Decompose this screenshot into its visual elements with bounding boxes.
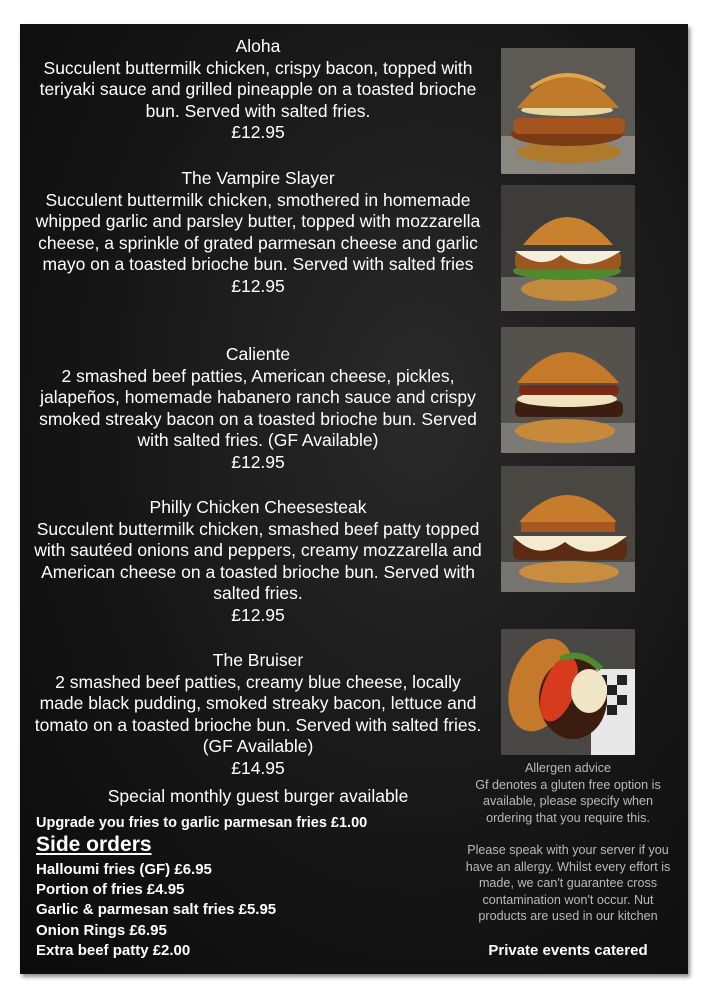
allergy-note: Please speak with your server if you have an allergy. Whilst every effort is made, we can't guarantee cross contamination won't occur. Nut products are used in our kitchen	[465, 843, 671, 923]
menu-sheet	[20, 24, 688, 974]
burger-photo-vampire-slayer	[501, 185, 635, 311]
item-name: Caliente	[225, 344, 291, 364]
item-name: The Bruiser	[212, 650, 304, 670]
burger-photo-caliente	[501, 327, 635, 453]
item-price: £14.95	[231, 757, 285, 778]
menu-item-philly-chicken-cheesesteak	[34, 497, 482, 626]
menu-item-caliente	[34, 344, 482, 473]
special-guest-burger: Special monthly guest burger available	[107, 786, 409, 806]
item-name: Philly Chicken Cheesesteak	[149, 497, 367, 517]
fries-upgrade-note: Upgrade you fries to garlic parmesan fries £1.00	[36, 815, 368, 831]
side-orders-list	[36, 860, 276, 961]
allergen-advice	[460, 760, 676, 925]
burger-photo-philly-chicken-cheesesteak	[501, 466, 635, 592]
menu-item-vampire-slayer	[34, 168, 482, 297]
item-price: £12.95	[231, 275, 285, 296]
burger-photo-bruiser	[501, 629, 635, 755]
menu-item-bruiser	[34, 650, 482, 779]
side-order-item: Extra beef patty £2.00	[36, 941, 191, 959]
menu-item-aloha	[34, 36, 482, 144]
side-orders-title: Side orders	[36, 833, 152, 856]
item-description: 2 smashed beef patties, American cheese, pickles, jalapeños, homemade habanero ranch sauce and crispy smoked streaky bacon on a toasted brioche bun. Served with salted fries. (GF Available)	[39, 365, 477, 450]
item-description: Succulent buttermilk chicken, smashed beef patty topped with sautéed onions and peppers, creamy mozzarella and American cheese on a toasted brioche bun. Served with salted fries.	[34, 518, 482, 603]
item-price: £12.95	[231, 451, 285, 472]
item-description: Succulent buttermilk chicken, crispy bacon, topped with teriyaki sauce and grilled pineapple on a toasted brioche bun. Served with salted fries.	[39, 57, 477, 121]
allergen-title: Allergen advice	[524, 761, 612, 775]
side-order-item: Portion of fries £4.95	[36, 881, 185, 899]
burger-photo-aloha	[501, 48, 635, 174]
item-price: £12.95	[231, 604, 285, 625]
side-order-item: Halloumi fries (GF) £6.95	[36, 861, 212, 878]
item-name: Aloha	[235, 36, 281, 56]
item-price: £12.95	[231, 122, 285, 142]
gluten-free-note: Gf denotes a gluten free option is available, please specify when ordering that you require this.	[475, 777, 661, 825]
side-order-item: Garlic & parmesan salt fries £5.95	[36, 901, 277, 919]
private-events-note: Private events catered	[488, 942, 648, 959]
item-name: The Vampire Slayer	[181, 168, 335, 188]
item-description: 2 smashed beef patties, creamy blue cheese, locally made black pudding, smoked streaky bacon, lettuce and tomato on a toasted brioche bun. Served with salted fries. (GF Available)	[34, 671, 482, 756]
side-order-item: Onion Rings £6.95	[36, 921, 167, 939]
item-description: Succulent buttermilk chicken, smothered in homemade whipped garlic and parsley butter, topped with mozzarella cheese, a sprinkle of grated parmesan cheese and garlic mayo on a toasted brioche bun. Served with salted fries	[35, 189, 481, 274]
